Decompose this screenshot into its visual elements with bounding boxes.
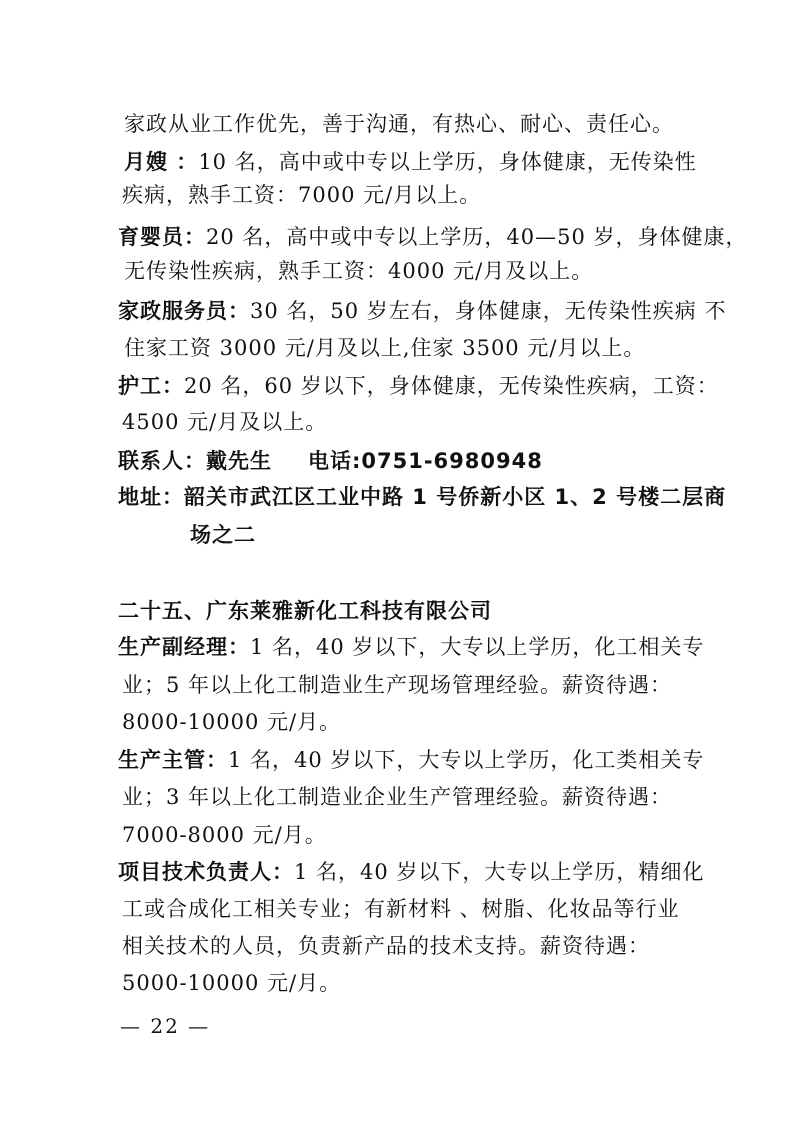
job-title: 家政服务员： <box>118 299 250 323</box>
page-number: — 22 — <box>120 1014 211 1038</box>
text-line: 相关技术的人员，负责新产品的技术支持。薪资待遇： <box>122 934 650 958</box>
job-item-jiazheng <box>118 296 726 326</box>
job-text: 1 名，40 岁以下，大专以上学历，化工类相关专 <box>228 748 705 772</box>
job-title: 生产副经理： <box>118 635 250 659</box>
job-title: 月嫂 ： <box>124 150 199 174</box>
text-line: 4500 元/月及以上。 <box>122 410 328 434</box>
job-item-yuesao <box>124 147 697 177</box>
job-text: 10 名，高中或中专以上学历，身体健康，无传染性 <box>198 150 697 174</box>
contact-person: 联系人：戴先生 <box>118 449 272 473</box>
job-item-yuyingyuan <box>118 222 748 252</box>
text-line: 7000-8000 元/月。 <box>122 823 327 847</box>
job-item-production-deputy-manager <box>118 632 704 662</box>
text-line: 业；3 年以上化工制造业企业生产管理经验。薪资待遇： <box>122 785 673 809</box>
contact-line <box>118 446 543 476</box>
section-heading: 二十五、广东莱雅新化工科技有限公司 <box>118 599 492 623</box>
job-item-technical-lead <box>118 857 704 887</box>
job-title: 护工： <box>118 374 184 398</box>
text-line: 无传染性疾病，熟手工资：4000 元/月及以上。 <box>124 259 594 283</box>
text-line: 疾病，熟手工资：7000 元/月以上。 <box>122 183 482 207</box>
address-line: 地址：韶关市武江区工业中路 1 号侨新小区 1、2 号楼二层商 <box>118 485 727 509</box>
text-line: 8000-10000 元/月。 <box>122 710 342 734</box>
job-text: 1 名，40 岁以下，大专以上学历，精细化 <box>294 860 705 884</box>
contact-phone: 电话:0751-6980948 <box>308 449 543 473</box>
address-line-cont: 场之二 <box>190 523 256 547</box>
text-line: 工或合成化工相关专业；有新材料 、树脂、化妆品等行业 <box>122 897 680 921</box>
job-item-production-supervisor <box>118 745 704 775</box>
job-title: 项目技术负责人： <box>118 860 294 884</box>
job-text: 1 名，40 岁以下，大专以上学历，化工相关专 <box>250 635 705 659</box>
job-text: 20 名，高中或中专以上学历，40—50 岁，身体健康， <box>206 225 748 249</box>
job-title: 生产主管： <box>118 748 228 772</box>
text-line: 家政从业工作优先，善于沟通，有热心、耐心、责任心。 <box>124 112 674 136</box>
text-line: 5000-10000 元/月。 <box>122 971 342 995</box>
job-title: 育婴员： <box>118 225 206 249</box>
text-line: 住家工资 3000 元/月及以上,住家 3500 元/月以上。 <box>124 336 646 360</box>
job-text: 20 名，60 岁以下，身体健康，无传染性疾病，工资： <box>184 374 719 398</box>
text-line: 业；5 年以上化工制造业生产现场管理经验。薪资待遇： <box>122 673 673 697</box>
job-text: 30 名，50 岁左右，身体健康，无传染性疾病 不 <box>250 299 727 323</box>
job-item-hugong <box>118 371 719 401</box>
